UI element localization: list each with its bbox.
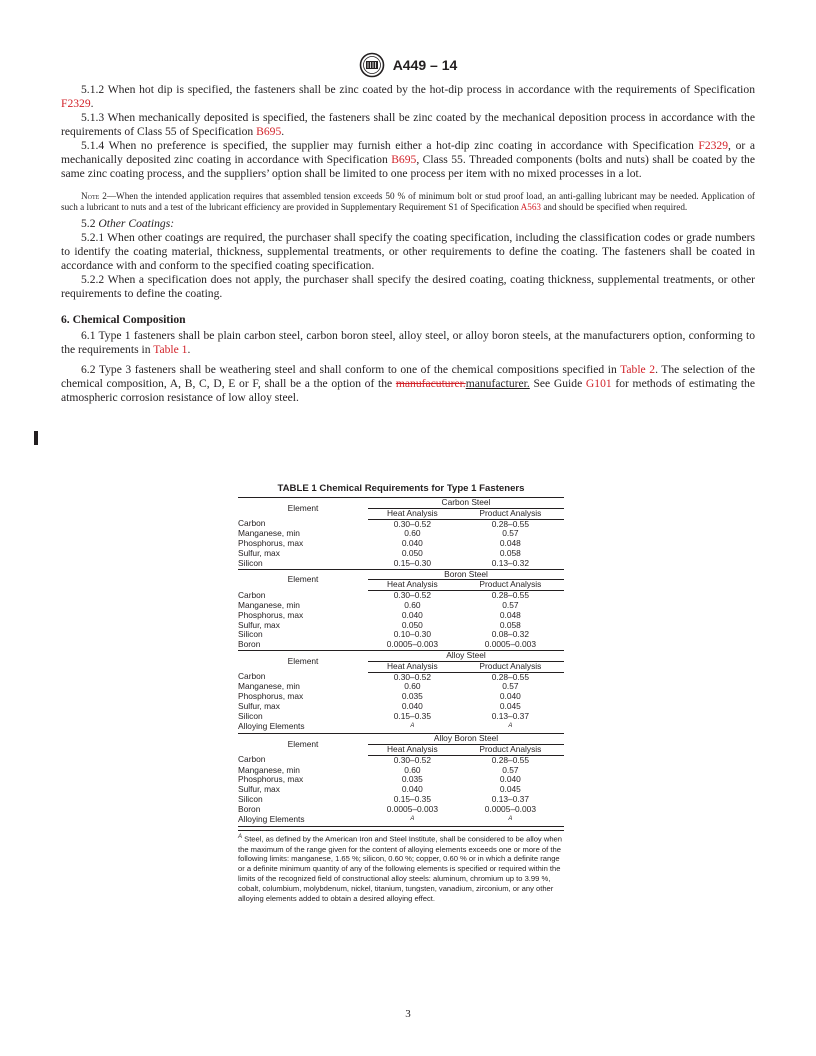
heat-value: 0.035 (401, 691, 423, 702)
table-1 (238, 483, 564, 904)
inserted-text: manufacturer. (465, 376, 530, 390)
product-value (457, 815, 564, 827)
product-header: Product Analysis (457, 508, 564, 519)
document-designation: A449 – 14 (392, 57, 458, 73)
element-name: Alloying Elements (238, 721, 305, 732)
table-row (238, 805, 564, 815)
heat-value: 0.30–0.52 (393, 671, 431, 682)
page-header (0, 52, 816, 78)
element-name: Sulfur, max (238, 547, 280, 558)
heat-header: Heat Analysis (368, 661, 457, 672)
heat-header: Heat Analysis (368, 508, 457, 519)
element-name: Alloying Elements (238, 815, 368, 827)
heat-value: 0.050 (401, 547, 423, 558)
product-header: Product Analysis (457, 744, 564, 755)
footnote-ref: A (410, 815, 415, 822)
element-name: Carbon (238, 754, 266, 765)
product-value: 0.13–0.32 (491, 557, 529, 568)
product-header: Product Analysis (457, 580, 564, 591)
element-name: Silicon (238, 629, 263, 640)
heat-value: 0.040 (401, 784, 423, 795)
paragraph-6-2: 6.2 Type 3 fasteners shall be weathering steel and shall conform to one of the chemical compositions specified in Table 2. The selection of the chemical composition, A, B, C, D, E or F, shall be a the option of the manufacuturer.manufacturer. See Guide G101 for methods of estimating the atmospheric corrosion resistance of low alloy steel. (61, 362, 755, 404)
element-name: Manganese, min (238, 528, 300, 539)
product-value: 0.57 (502, 764, 519, 775)
product-value: 0.08–0.32 (491, 629, 529, 640)
heat-value (368, 722, 457, 734)
element-name: Phosphorus, max (238, 609, 304, 620)
note-2: Note 2—When the intended application requires that assembled tension exceeds 50 % of minimum bolt or stud proof load, an anti-galling lubricant may be needed. Application of such a lubricant to nuts and a test of the lubricant efficiency are provided in Supplementary Requirement S1 of Specification A563 and should be specified when required. (61, 191, 755, 213)
element-column-header: Element (287, 574, 319, 585)
product-value: 0.040 (499, 691, 521, 702)
product-value: 0.0005–0.003 (484, 803, 536, 814)
heat-value: 0.15–0.30 (393, 557, 431, 568)
paragraph-5-2-1: 5.2.1 When other coatings are required, the purchaser shall specify the coating specification, including the classification codes or grade numbers to identify the coating material, thickness, supplemental treatments, or other requirements to define the coating. The fasteners shall be coated in accordance with and conform to the specified coating specification. (61, 230, 755, 272)
heat-value (368, 815, 457, 827)
product-value (457, 722, 564, 734)
product-value: 0.045 (499, 784, 521, 795)
element-name: Carbon (238, 589, 266, 600)
steel-group-name: Alloy Steel (368, 650, 564, 661)
product-value: 0.28–0.55 (491, 754, 529, 765)
element-name: Sulfur, max (238, 784, 280, 795)
group-header-row (238, 498, 564, 509)
heat-value: 0.15–0.35 (393, 710, 431, 721)
element-name: Manganese, min (238, 681, 300, 692)
table-row (238, 712, 564, 722)
heat-value: 0.30–0.52 (393, 754, 431, 765)
paragraph-5-1-3: 5.1.3 When mechanically deposited is specified, the fasteners shall be zinc coated by the mechanical deposition process in accordance with the requirements of Class 55 of Specification B695. (61, 111, 755, 138)
product-value: 0.57 (502, 681, 519, 692)
product-value: 0.040 (499, 774, 521, 785)
heat-value: 0.050 (401, 619, 423, 630)
heat-value: 0.035 (401, 774, 423, 785)
link-f2329[interactable]: F2329 (698, 139, 729, 152)
element-column-header: Element (287, 502, 319, 513)
element-name: Manganese, min (238, 599, 300, 610)
product-value: 0.0005–0.003 (484, 639, 536, 650)
table-title: TABLE 1 Chemical Requirements for Type 1 Fasteners (277, 483, 525, 494)
paragraph-5-1-4: 5.1.4 When no preference is specified, the supplier may furnish either a hot-dip zinc coating in accordance with Specification F2329, or a mechanically deposited zinc coating in accordance with Specification B695, Class 55. Threaded components (bolts and nuts) shall be coated by the same zinc coating process, and the suppliers’ option shall be limited to one process per item with no mixed processes in a lot. (61, 139, 756, 180)
deleted-text: manufacuturer. (395, 376, 466, 390)
product-value: 0.28–0.55 (491, 671, 529, 682)
element-column-header: Element (287, 738, 319, 749)
heat-header: Heat Analysis (368, 744, 457, 755)
table-row (238, 640, 564, 650)
heat-value: 0.040 (401, 609, 423, 620)
group-header-row (238, 650, 564, 661)
element-name: Sulfur, max (238, 619, 280, 630)
link-table-1[interactable]: Table 1 (153, 342, 188, 356)
heat-value: 0.15–0.35 (393, 793, 431, 804)
element-name: Silicon (238, 710, 263, 721)
paragraph-5-2: 5.2 Other Coatings: (81, 216, 175, 230)
product-value: 0.28–0.55 (491, 590, 529, 601)
element-column-header: Element (287, 655, 319, 666)
page-number: 3 (405, 1008, 411, 1020)
table-footnote: $^A$ Steel, as defined by the American Iron and Steel Institute, shall be considered to be alloy when the maximum of the range given for the content of alloying elements exceeds one or more of the following limits: manganese, 1.65 %; silicon, 0.60 %; copper, 0.60 % or in which a definite range or a definite minimum quantity of any of the following elements is specified or required within the limits of the recognized field of constructional alloy steels: aluminum, chromium up to 3.99 %, cobalt, columbium, molybdenum, nickel, titanium, tungsten, vanadium, zirconium, or any other alloying elements added to obtain a desired alloying effect. (238, 830, 564, 904)
table-row (238, 755, 564, 765)
table-row (238, 722, 564, 734)
group-header-row (238, 734, 564, 745)
heat-value: 0.040 (401, 700, 423, 711)
link-b695[interactable]: B695 (391, 153, 417, 166)
heat-value: 0.040 (401, 538, 423, 549)
product-value: 0.28–0.55 (491, 518, 529, 529)
product-value: 0.13–0.37 (491, 710, 529, 721)
table-row (238, 815, 564, 827)
product-value: 0.57 (502, 528, 519, 539)
product-value: 0.57 (502, 599, 519, 610)
paragraph-5-2-2: 5.2.2 When a specification does not apply, the purchaser shall specify the desired coating, coating thickness, supplemental treatments, or other requirements to define the coating. (61, 272, 755, 300)
heat-value: 0.10–0.30 (393, 629, 431, 640)
element-name: Phosphorus, max (238, 538, 304, 549)
group-header-row (238, 569, 564, 580)
chemical-requirements-table (238, 497, 564, 827)
section-heading-chemical-composition: 6. Chemical Composition (61, 312, 186, 326)
note-label: Note 2 (81, 191, 107, 201)
element-name: Manganese, min (238, 764, 300, 775)
element-name: Silicon (238, 793, 263, 804)
steel-group-name: Alloy Boron Steel (368, 734, 564, 745)
paragraph-5-1-2: 5.1.2 When hot dip is specified, the fasteners shall be zinc coated by the hot-dip process in accordance with the requirements of Specification F2329. (61, 83, 755, 110)
heat-value: 0.60 (404, 681, 421, 692)
product-value: 0.058 (499, 619, 521, 630)
product-value: 0.045 (499, 700, 521, 711)
link-table-2[interactable]: Table 2 (620, 362, 656, 376)
footnote-ref: A (410, 722, 415, 729)
element-name: Sulfur, max (238, 700, 280, 711)
element-name: Boron (238, 803, 261, 814)
revision-change-bar (34, 431, 38, 445)
element-name: Carbon (238, 671, 266, 682)
footnote-ref: A (508, 722, 513, 729)
heat-value: 0.0005–0.003 (386, 639, 438, 650)
paragraph-6-1: 6.1 Type 1 fasteners shall be plain carbon steel, carbon boron steel, alloy steel, or alloy boron steels, at the manufacturers option, conforming to the requirements in Table 1. (61, 328, 755, 356)
element-name: Silicon (238, 557, 263, 568)
link-f2329[interactable]: F2329 (61, 97, 91, 110)
heat-value: 0.30–0.52 (393, 518, 431, 529)
element-name: Phosphorus, max (238, 691, 304, 702)
link-b695[interactable]: B695 (256, 125, 282, 138)
table-row (238, 559, 564, 569)
product-value: 0.048 (499, 538, 521, 549)
heat-header: Heat Analysis (368, 580, 457, 591)
element-name: Carbon (238, 518, 266, 529)
product-value: 0.13–0.37 (491, 793, 529, 804)
heat-value: 0.0005–0.003 (386, 803, 438, 814)
heat-value: 0.30–0.52 (393, 590, 431, 601)
steel-group-name: Boron Steel (368, 569, 564, 580)
link-g101[interactable]: G101 (585, 376, 612, 390)
document-body (61, 83, 755, 405)
heat-value: 0.60 (404, 764, 421, 775)
link-a563[interactable]: A563 (520, 202, 542, 213)
product-header: Product Analysis (457, 661, 564, 672)
element-name: Phosphorus, max (238, 774, 304, 785)
heat-value: 0.60 (404, 599, 421, 610)
steel-group-name: Carbon Steel (368, 498, 564, 509)
product-value: 0.058 (499, 547, 521, 558)
heat-value: 0.60 (404, 528, 421, 539)
footnote-ref: A (508, 815, 513, 822)
astm-logo-icon (359, 52, 385, 78)
product-value: 0.048 (499, 609, 521, 620)
element-name: Boron (238, 639, 261, 650)
